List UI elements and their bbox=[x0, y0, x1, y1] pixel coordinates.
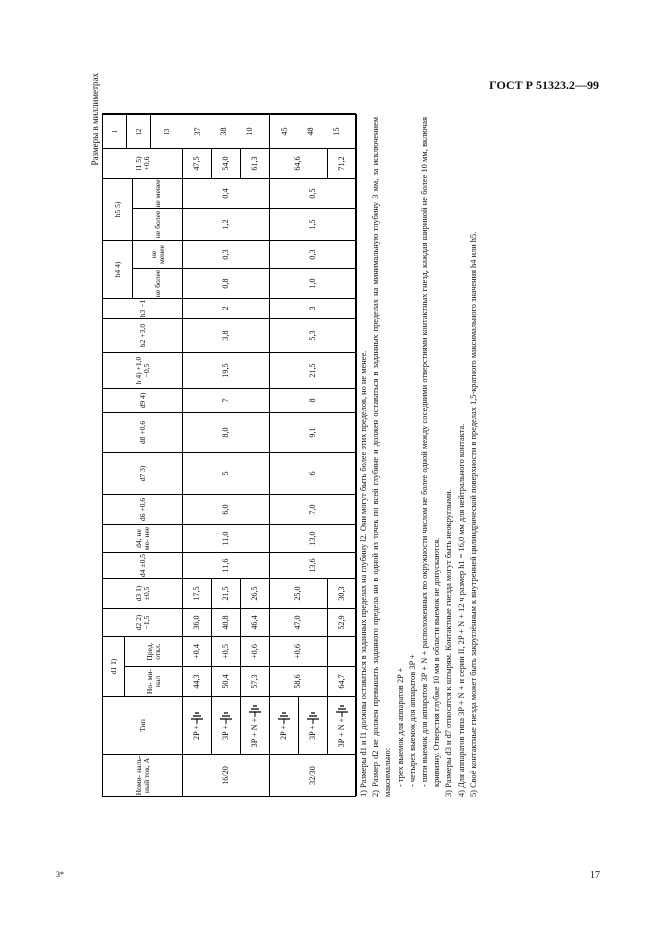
d1-nominal-cell: 50,4 bbox=[212, 666, 241, 696]
d2-cell: 46,4 bbox=[241, 608, 270, 636]
d2-cell: 47,0 bbox=[270, 608, 328, 636]
type-label: 3P + N + bbox=[249, 717, 259, 748]
footnote-5: 5) Своё контактные гнезда может быть закруглённым к внутренней цилиндрической поверхности в пределах 1,5-кратного максимального значения h4 или h5. bbox=[468, 231, 478, 797]
d2-cell: 52,9 bbox=[328, 608, 357, 636]
ground-symbol-icon bbox=[248, 704, 262, 718]
header-d1: d1 1) bbox=[103, 636, 125, 696]
d6-cell: 7,0 bbox=[270, 494, 357, 524]
rated-current-cell: 32/30 bbox=[270, 754, 357, 796]
d1-tolerance-cell: +0,6 bbox=[241, 636, 270, 666]
header-h5: h5 5) bbox=[103, 178, 133, 240]
footnote-4: 4) Для аппаратов типа 3P + N + и серии II, 2P + N + 12 ч размер h1 = 16,0 мм для нейтрального контакта. bbox=[456, 423, 466, 797]
l1-cell: 64,6 bbox=[270, 148, 328, 178]
ground-symbol-icon bbox=[219, 711, 233, 725]
d8-cell: 9,1 bbox=[270, 412, 357, 452]
d7-cell: 5 bbox=[183, 452, 270, 494]
type-cell bbox=[183, 696, 212, 754]
header-d4a: d4 ±0,5 bbox=[103, 552, 183, 578]
l3-value: 10 bbox=[244, 127, 254, 136]
ground-symbol-icon bbox=[306, 711, 320, 725]
h5max-cell: 1,5 bbox=[270, 208, 357, 240]
h2-cell: 5,3 bbox=[270, 318, 357, 352]
header-h3: h3 −1 bbox=[103, 298, 183, 318]
h-cell: 19,5 bbox=[183, 352, 270, 388]
type-label: 3P + N + bbox=[336, 717, 346, 748]
h4min-cell: 0,3 bbox=[183, 240, 270, 268]
header-d8: d8 +0,6 bbox=[103, 412, 183, 452]
standard-designation: ГОСТ Р 51323.2—99 bbox=[489, 78, 599, 92]
type-cell bbox=[212, 696, 241, 754]
dimensions-table bbox=[102, 113, 356, 797]
footnote-2-item-1: - трех выемок для аппаратов 2P + bbox=[395, 667, 405, 787]
header-l3: l3 bbox=[151, 114, 183, 148]
d1-tolerance-cell: +0,5 bbox=[212, 636, 241, 666]
header-rated: Номи- наль- ный ток, А bbox=[103, 754, 183, 796]
d1-tolerance-cell: +0,4 bbox=[183, 636, 212, 666]
header-h5-min: не менее bbox=[133, 178, 183, 208]
type-label: 2P + bbox=[278, 725, 288, 741]
d1-nominal-cell: 44,3 bbox=[183, 666, 212, 696]
header-d9: d9 4) bbox=[103, 388, 183, 412]
d1-nominal-cell: 57,3 bbox=[241, 666, 270, 696]
d8-cell: 8,0 bbox=[183, 412, 270, 452]
footnote-1: 1) Размеры d1 и l1 должны оставаться в заданных пределах на глубину l2. Они могут быть более этих пределов, но не менее. bbox=[359, 350, 368, 797]
d4b-cell: 13,0 bbox=[270, 524, 357, 552]
header-type: Тип bbox=[103, 696, 183, 754]
d1-tolerance-cell: +0,6 bbox=[270, 636, 328, 666]
header-l1: l1 5) +0,6 bbox=[103, 148, 183, 178]
header-d6: d6 +0,6 bbox=[103, 494, 183, 524]
h2-cell: 3,8 bbox=[183, 318, 270, 352]
footnote-2-item-3: - пяти выемок для аппаратов 3P + N + расположенных по окружности числом не более одной между соседними отверстиями контактных гнезд, каждая шириной не более 10 мм, включая кривизну. Отверстия глубже 10 мм в области выемок не допускаются. bbox=[419, 117, 442, 787]
h4min-cell: 0,3 bbox=[270, 240, 357, 268]
h5min-cell: 0,5 bbox=[270, 178, 357, 208]
type-label: 3P + bbox=[220, 725, 230, 741]
h5min-cell: 0,4 bbox=[183, 178, 270, 208]
d2-cell: 40,8 bbox=[212, 608, 241, 636]
footnote-2-item-2: - четырех выемок для аппаратов 3P + bbox=[407, 654, 417, 787]
d1-nominal-cell: 64,7 bbox=[328, 666, 357, 696]
d3-cell: 30,3 bbox=[328, 578, 357, 608]
page-number: 17 bbox=[590, 870, 600, 881]
l-value: 37 bbox=[192, 127, 202, 136]
footnote-3: 3) Размеры d3 и d7 относятся к штырям. Контактные гнезда могут быть неокруглыми. bbox=[444, 489, 454, 797]
header-l2: l2 bbox=[127, 114, 151, 148]
h4max-cell: 1,0 bbox=[270, 268, 357, 298]
ground-symbol-icon bbox=[335, 704, 349, 718]
units-label: Размеры в миллиметрах bbox=[90, 73, 100, 166]
d3-cell: 17,5 bbox=[183, 578, 212, 608]
header-d2: d2 2) −1,5 bbox=[103, 608, 183, 636]
type-cell bbox=[299, 696, 328, 754]
type-cell bbox=[241, 696, 270, 754]
header-h5-max: не более bbox=[133, 208, 183, 240]
footnotes bbox=[358, 117, 480, 797]
h5max-cell: 1,2 bbox=[183, 208, 270, 240]
header-d7: d7 3) bbox=[103, 452, 183, 494]
d9-cell: 7 bbox=[183, 388, 270, 412]
d9-cell: 8 bbox=[270, 388, 357, 412]
l2-value: 38 bbox=[218, 127, 228, 136]
signature-mark: 3* bbox=[56, 870, 64, 879]
header-nominal: Но- ми- нал bbox=[125, 666, 183, 696]
d1-nominal-cell: 58,6 bbox=[270, 666, 328, 696]
d3-cell: 21,5 bbox=[212, 578, 241, 608]
d4a-cell: 13,6 bbox=[270, 552, 357, 578]
rated-current-cell: 16/20 bbox=[183, 754, 270, 796]
l1-cell: 71,2 bbox=[328, 148, 357, 178]
header-d3: d3 1) ±0,5 bbox=[103, 578, 183, 608]
header-h4-min: не менее bbox=[133, 240, 183, 268]
header-tolerance: Пред. откл. bbox=[125, 636, 183, 666]
d4b-cell: 11,0 bbox=[183, 524, 270, 552]
h3-cell: 2 bbox=[183, 298, 270, 318]
type-label: 2P + bbox=[191, 725, 201, 741]
type-cell bbox=[270, 696, 299, 754]
l3-value: 15 bbox=[331, 127, 341, 136]
d6-cell: 6,0 bbox=[183, 494, 270, 524]
d3-cell: 26,5 bbox=[241, 578, 270, 608]
ground-symbol-icon bbox=[190, 711, 204, 725]
header-h2: h2 +3,0 bbox=[103, 318, 183, 352]
header-d4b: d4, не ме- нее bbox=[103, 524, 183, 552]
d7-cell: 6 bbox=[270, 452, 357, 494]
footnote-2: 2) Размер d2 не должен превышать заданного предела ни в одной из точек по всей глубине и должен оставаться в заданных пределах на минимальную глубину 3 мм, за исключением максимально: bbox=[371, 117, 393, 797]
l1-cell: 61,3 bbox=[241, 148, 270, 178]
d2-cell: 36,0 bbox=[183, 608, 212, 636]
h-cell: 21,5 bbox=[270, 352, 357, 388]
type-cell bbox=[328, 696, 357, 754]
h4max-cell: 0,8 bbox=[183, 268, 270, 298]
l1-cell: 54,0 bbox=[212, 148, 241, 178]
type-label: 3P + bbox=[307, 725, 317, 741]
header-h: h 4) +1,0 −0,5 bbox=[103, 352, 183, 388]
d1-tolerance-cell bbox=[328, 636, 357, 666]
d4a-cell: 11,6 bbox=[183, 552, 270, 578]
header-h4-max: не более bbox=[133, 268, 183, 298]
l-value: 45 bbox=[279, 127, 289, 136]
header-l: l bbox=[103, 114, 127, 148]
d3-cell: 25,0 bbox=[270, 578, 328, 608]
ground-symbol-icon bbox=[277, 711, 291, 725]
h3-cell: 3 bbox=[270, 298, 357, 318]
header-h4: h4 4) bbox=[103, 240, 133, 298]
l2-value: 48 bbox=[305, 127, 315, 136]
l1-cell: 47,5 bbox=[183, 148, 212, 178]
